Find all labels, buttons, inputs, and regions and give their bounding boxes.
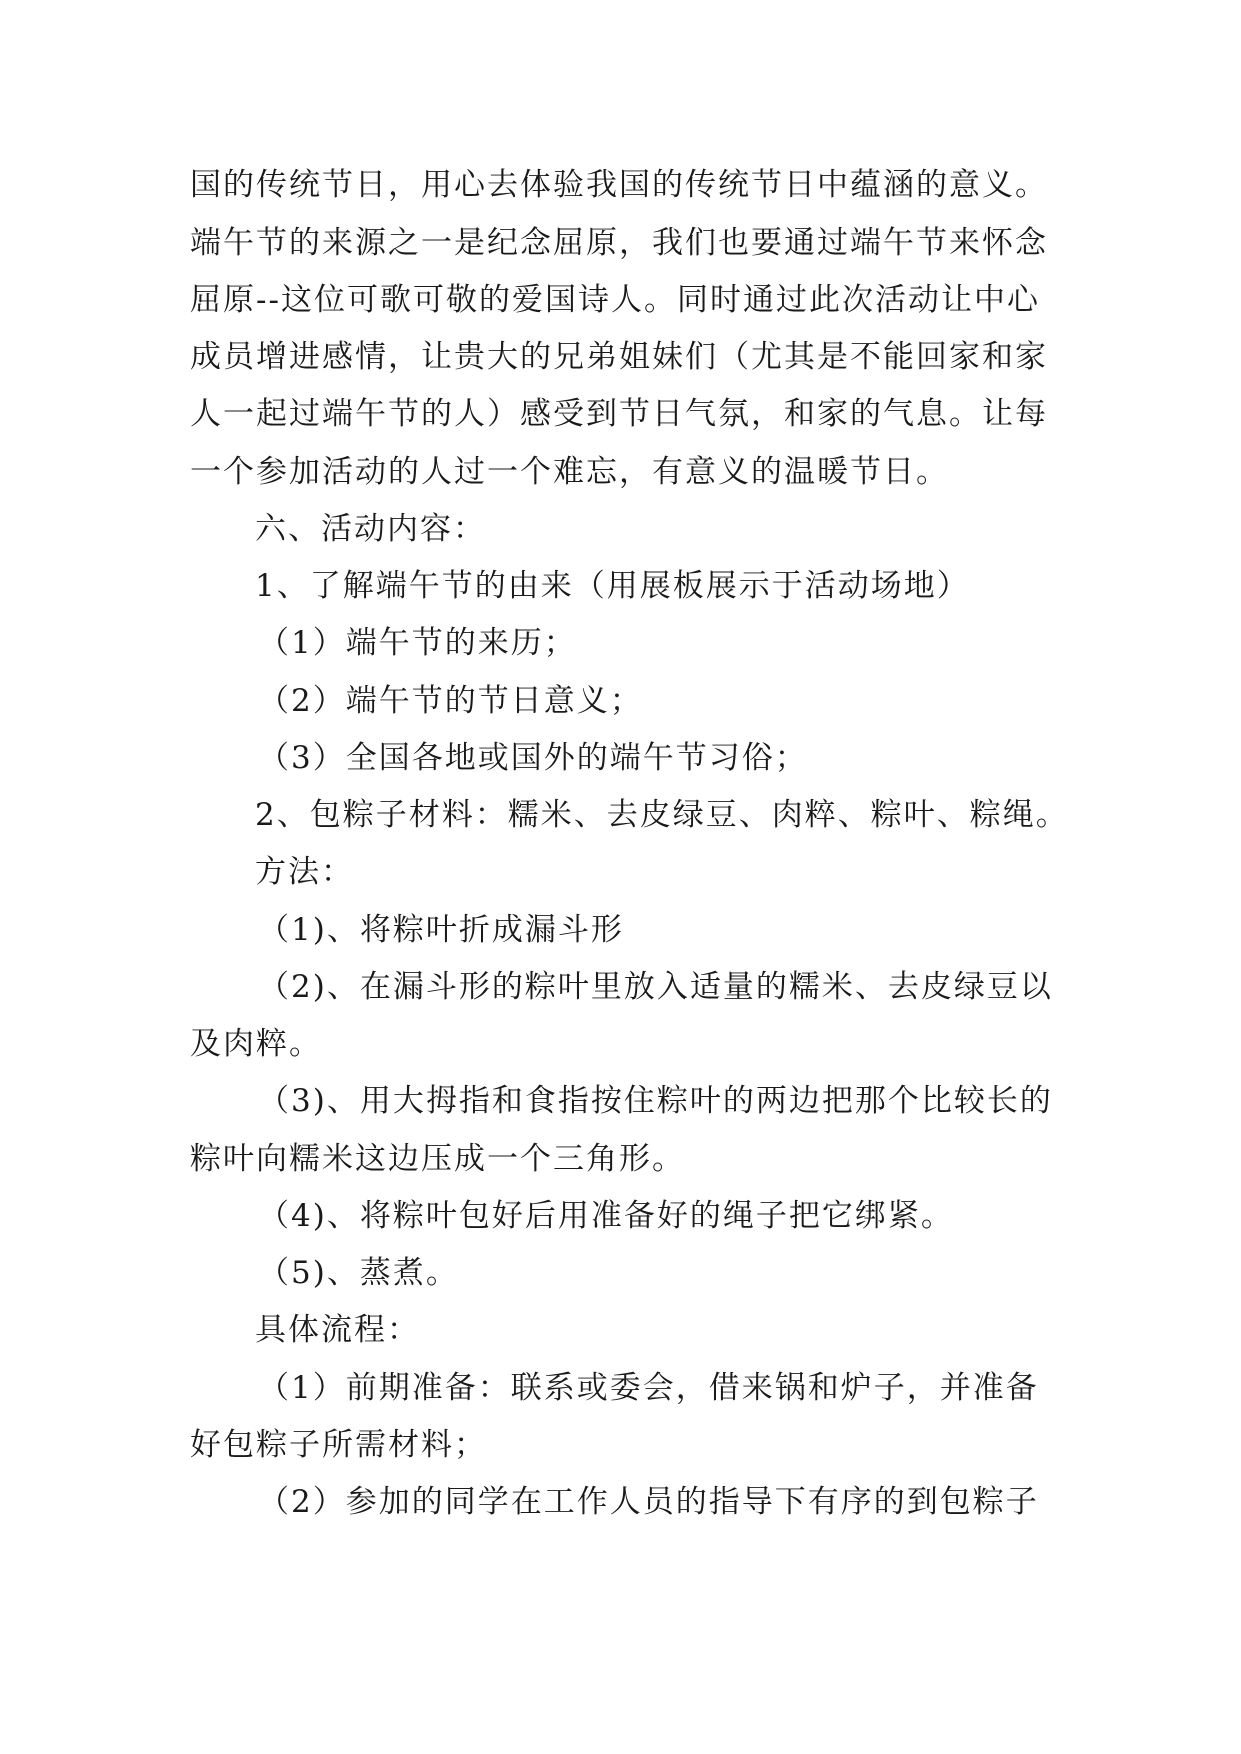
method-step: （5)、蒸煮。 [258, 1255, 459, 1291]
paragraph-line: 端午节的来源之一是纪念屈原，我们也要通过端午节来怀念 [190, 225, 1048, 261]
list-item: 2、包粽子材料：糯米、去皮绿豆、肉粹、粽叶、粽绳。 [255, 797, 1069, 833]
method-step-continuation: 及肉粹。 [190, 1026, 322, 1062]
method-step: （4)、将粽叶包好后用准备好的绳子把它绑紧。 [258, 1198, 954, 1234]
method-step: （3)、用大拇指和食指按住粽叶的两边把那个比较长的 [258, 1083, 1053, 1119]
paragraph-line: 屈原--这位可歌可敬的爱国诗人。同时通过此次活动让中心 [190, 282, 1040, 318]
list-subitem: （2）端午节的节日意义； [258, 683, 643, 719]
process-step: （2）参加的同学在工作人员的指导下有序的到包粽子 [258, 1484, 1039, 1520]
method-step: （2)、在漏斗形的粽叶里放入适量的糯米、去皮绿豆以 [258, 969, 1053, 1005]
list-item: 1、了解端午节的由来（用展板展示于活动场地） [255, 568, 970, 604]
paragraph-line: 人一起过端午节的人）感受到节日气氛，和家的气息。让每 [190, 396, 1048, 432]
paragraph-line: 国的传统节日，用心去体验我国的传统节日中蕴涵的意义。 [190, 167, 1048, 203]
list-subitem: （3）全国各地或国外的端午节习俗； [258, 740, 808, 776]
list-subitem: （1）端午节的来历； [258, 625, 577, 661]
process-step-continuation: 好包粽子所需材料； [190, 1427, 487, 1463]
method-heading: 方法： [255, 854, 354, 890]
paragraph-line: 成员增进感情，让贵大的兄弟姐妹们（尤其是不能回家和家 [190, 339, 1048, 375]
section-heading: 六、活动内容： [255, 511, 486, 547]
paragraph-line: 一个参加活动的人过一个难忘，有意义的温暖节日。 [190, 454, 949, 490]
process-step: （1）前期准备：联系或委会，借来锅和炉子，并准备 [258, 1370, 1039, 1406]
process-heading: 具体流程： [255, 1312, 420, 1348]
method-step: （1)、将粽叶折成漏斗形 [258, 912, 624, 948]
method-step-continuation: 粽叶向糯米这边压成一个三角形。 [190, 1141, 685, 1177]
